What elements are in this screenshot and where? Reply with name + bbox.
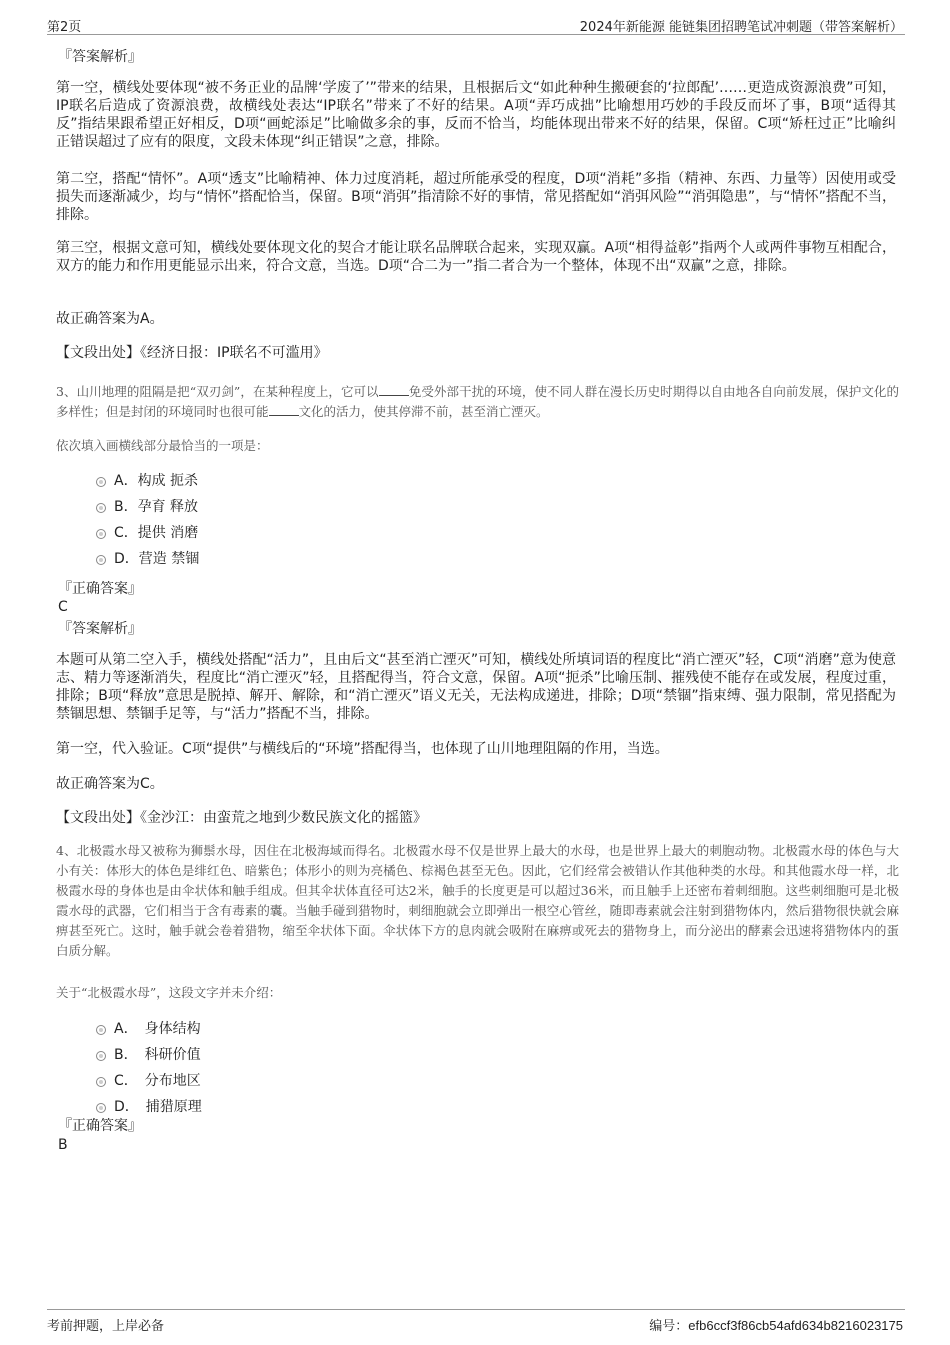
radio-icon[interactable] (96, 529, 106, 539)
q3-option-b[interactable]: B．孕育 释放 (96, 494, 456, 520)
q3-answer: C (58, 599, 68, 615)
document-code: 编号：efb6ccf3f86cb54afd634b8216023175 (649, 1318, 903, 1334)
q3-options (56, 468, 456, 572)
q4-options (56, 1016, 456, 1120)
q2-analysis-paragraph-2: 第二空，搭配“情怀”。A项“透支”比喻精神、体力过度消耗，超过所能承受的程度，D项“消耗”多指（精神、东西、力量等）因使用或受损失而逐渐减少，均与“情怀”搭配恰当，保留。B项“消弭”指清除不好的事情，常见搭配如“消弭风险”“消弭隐患”，与“情怀”搭配不当，排除。 (56, 171, 896, 223)
q3-answer-heading: 『正确答案』 (58, 581, 142, 597)
q4-option-b[interactable]: B． 科研价值 (96, 1042, 456, 1068)
q2-analysis-heading: 『答案解析』 (58, 49, 142, 65)
q3-analysis-paragraph-2: 第一空，代入验证。C项“提供”与横线后的“环境”搭配得当，也体现了山川地理阻隔的作用，当选。 (56, 741, 669, 757)
q2-source: 【文段出处】《经济日报：IP联名不可滥用》 (56, 345, 328, 361)
page-footer (47, 1309, 905, 1334)
q3-stem: 3、山川地理的阻隔是把“双刃剑”，在某种程度上，它可以 免受外部干扰的环境，使不同人群在漫长历史时期得以自由地各自向前发展，保护文化的多样性；但是封闭的环境同时也很可能 文化的活力，使其停滞不前，甚至消亡湮灭。 (56, 384, 899, 419)
q3-option-a[interactable]: A．构成 扼杀 (96, 468, 456, 494)
document-title: 2024年新能源 能链集团招聘笔试冲刺题（带答案解析） (579, 20, 903, 35)
q4-option-d[interactable]: D． 捕猎原理 (96, 1094, 456, 1120)
q2-conclusion: 故正确答案为A。 (56, 311, 164, 327)
q4-option-a[interactable]: A． 身体结构 (96, 1016, 456, 1042)
q3-option-c[interactable]: C．提供 消磨 (96, 520, 456, 546)
q3-prompt: 依次填入画横线部分最恰当的一项是： (56, 438, 269, 453)
page-number: 第2页 (47, 20, 82, 35)
q2-analysis-paragraph-1: 第一空，横线处要体现“被不务正业的品牌‘学废了’”带来的结果，且根据后文“如此种种生搬硬套的‘拉郎配’……更造成资源浪费”可知，IP联名后造成了资源浪费，故横线处表达“IP联名”带来了不好的结果。A项“弄巧成拙”比喻想用巧妙的手段反而坏了事，B项“适得其反”指结果跟希望正好相反，D项“画蛇添足”比喻做多余的事，反而不恰当，均能体现出带来不好的结果，保留。C项“矫枉过正”比喻纠正错误超过了应有的限度，文段未体现“纠正错误”之意，排除。 (56, 80, 896, 150)
q3-option-d[interactable]: D．营造 禁锢 (96, 546, 456, 572)
q4-answer-heading: 『正确答案』 (58, 1118, 142, 1134)
answer-blank-2 (269, 403, 299, 416)
q4-stem: 4、北极霞水母又被称为狮鬃水母，因住在北极海域而得名。北极霞水母不仅是世界上最大的水母，也是世界上最大的刺胞动物。北极霞水母的体色与大小有关：体形大的体色是绯红色、暗紫色；体形小的则为亮橘色、棕褐色甚至无色。因此，它们经常会被错认作其他种类的水母。和其他霞水母一样，北极霞水母的身体也是由伞状体和触手组成。但其伞状体直径可达2米，触手的长度更是可以超过36米，而且触手上还密布着刺细胞。这些刺细胞可是北极霞水母的武器，它们相当于含有毒素的囊。当触手碰到猎物时，刺细胞就会立即弹出一根空心管丝，随即毒素就会注射到猎物体内，然后猎物很快就会麻痹甚至死亡。这时，触手就会卷着猎物，缩至伞状体下面。伞状体下方的息肉就会吸附在麻痹或死去的猎物身上，而分泌出的酵素会迅速将猎物体内的蛋白质分解。 (56, 843, 899, 958)
radio-icon[interactable] (96, 1103, 106, 1113)
q4-prompt: 关于“北极霞水母”，这段文字并未介绍： (56, 985, 282, 1000)
radio-icon[interactable] (96, 1025, 106, 1035)
radio-icon[interactable] (96, 1051, 106, 1061)
q3-source: 【文段出处】《金沙江：由蛮荒之地到少数民族文化的摇篮》 (56, 810, 427, 826)
q4-option-c[interactable]: C． 分布地区 (96, 1068, 456, 1094)
q3-analysis-paragraph-1: 本题可从第二空入手，横线处搭配“活力”，且由后文“甚至消亡湮灭”可知，横线处所填词语的程度比“消亡湮灭”轻，C项“消磨”意为使意志、精力等逐渐消失，程度比“消亡湮灭”轻，且搭配得当，符合文意，保留。A项“扼杀”比喻压制、摧残使不能存在或发展，程度过重，排除；B项“释放”意思是脱掉、解开、解除，和“消亡湮灭”语义无关，无法构成递进，排除；D项“禁锢”指束缚、强力限制，常见搭配为禁锢思想、禁锢手足等，与“活力”搭配不当，排除。 (56, 652, 896, 722)
radio-icon[interactable] (96, 477, 106, 487)
q3-conclusion: 故正确答案为C。 (56, 776, 164, 792)
footer-slogan: 考前押题，上岸必备 (47, 1319, 165, 1334)
q3-analysis-heading: 『答案解析』 (58, 621, 142, 637)
q2-analysis-paragraph-3: 第三空，根据文意可知，横线处要体现文化的契合才能让联名品牌联合起来，实现双赢。A项“相得益彰”指两个人或两件事物互相配合，双方的能力和作用更能显示出来，符合文意，当选。D项“合二为一”指二者合为一个整体，体现不出“双赢”之意，排除。 (56, 240, 896, 274)
page-header (47, 14, 905, 35)
radio-icon[interactable] (96, 503, 106, 513)
answer-blank-1 (379, 383, 409, 396)
q4-answer: B (58, 1137, 68, 1153)
radio-icon[interactable] (96, 555, 106, 565)
radio-icon[interactable] (96, 1077, 106, 1087)
